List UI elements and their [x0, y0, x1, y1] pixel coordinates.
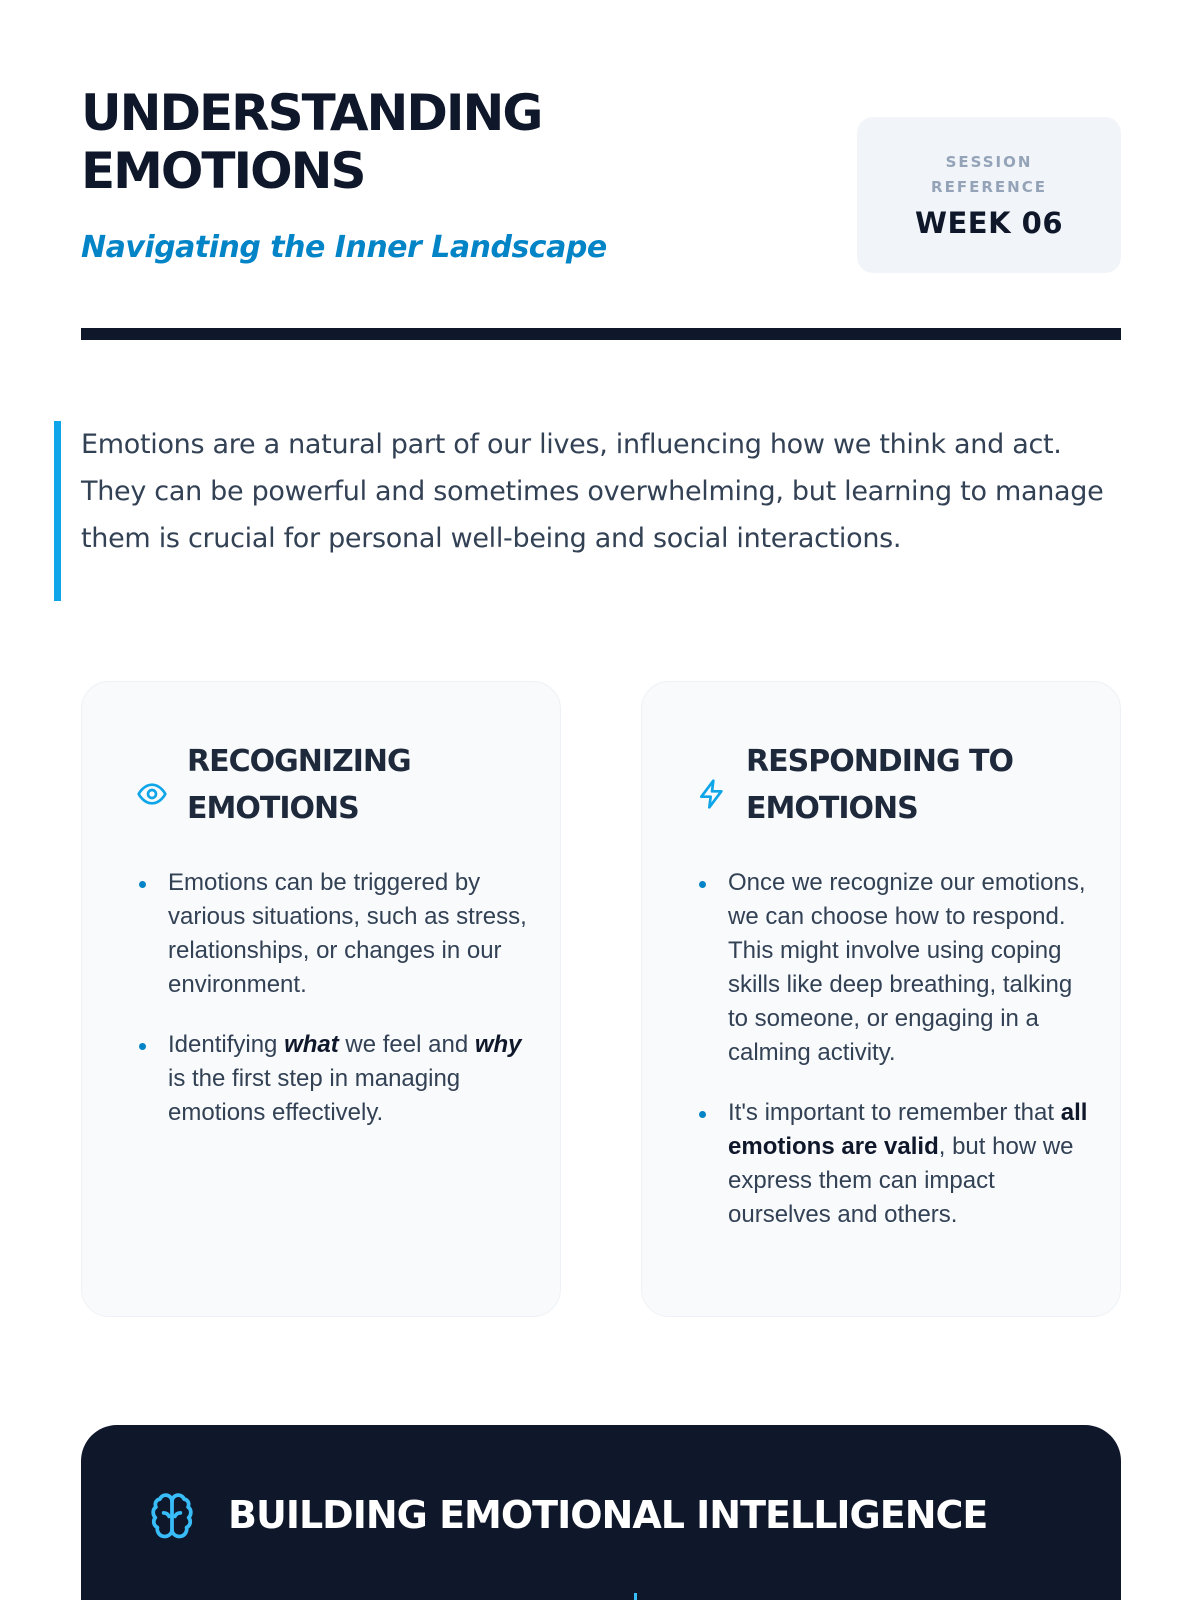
session-reference-box: [857, 117, 1121, 273]
page-title-line1: UNDERSTANDING: [81, 84, 542, 142]
panel-title: BUILDING EMOTIONAL INTELLIGENCE: [228, 1493, 988, 1537]
emphasis-why: why: [474, 1031, 522, 1058]
session-week: WEEK 06: [914, 206, 1064, 240]
card-header: [642, 738, 1120, 838]
panel-accent-mark: [634, 1593, 637, 1600]
list-item: Once we recognize our emotions, we can choose how to respond. This might involve using coping skills like deep breathing, talking to someone, or engaging in a calming activity.: [699, 866, 1089, 1070]
list-item: [139, 1028, 529, 1130]
page-subtitle: Navigating the Inner Landscape: [81, 230, 607, 265]
emotional-intelligence-panel: [81, 1425, 1121, 1600]
card-title: RESPONDING TO EMOTIONS: [746, 744, 1014, 826]
intro-accent-bar: [54, 421, 61, 601]
header-divider: [81, 328, 1121, 340]
card-title: RECOGNIZING EMOTIONS: [187, 744, 411, 826]
card-header: [82, 738, 560, 838]
page-header: [81, 84, 1121, 274]
bullet-list: [699, 866, 1089, 1258]
card-recognizing-emotions: [81, 681, 561, 1317]
page-title-line2: EMOTIONS: [81, 142, 365, 200]
eye-icon: [136, 778, 168, 810]
bullet-text: It's important to remember that: [728, 1099, 1061, 1126]
bullet-list: [139, 866, 529, 1156]
brain-icon: [147, 1491, 197, 1541]
bullet-text: , but how we express them can impact ourselves and others.: [728, 1133, 1074, 1228]
bullet-text: we feel and: [338, 1031, 475, 1058]
list-item: [699, 1096, 1089, 1232]
intro-paragraph: Emotions are a natural part of our lives, influencing how we think and act. They can be powerful and sometimes overwhelming, but learning to manage them is crucial for personal well-being and social interactions.: [81, 429, 1104, 554]
list-item: Emotions can be triggered by various situations, such as stress, relationships, or changes in our environment.: [139, 866, 529, 1002]
bullet-text: Identifying: [168, 1031, 285, 1058]
lightning-icon: [696, 778, 728, 810]
bullet-text: is the first step in managing emotions effectively.: [168, 1065, 461, 1126]
emphasis-valid: all emotions are valid: [728, 1099, 1088, 1160]
emphasis-what: what: [284, 1031, 339, 1058]
session-reference-label: SESSION REFERENCE: [931, 153, 1047, 196]
card-responding-to-emotions: [641, 681, 1121, 1317]
